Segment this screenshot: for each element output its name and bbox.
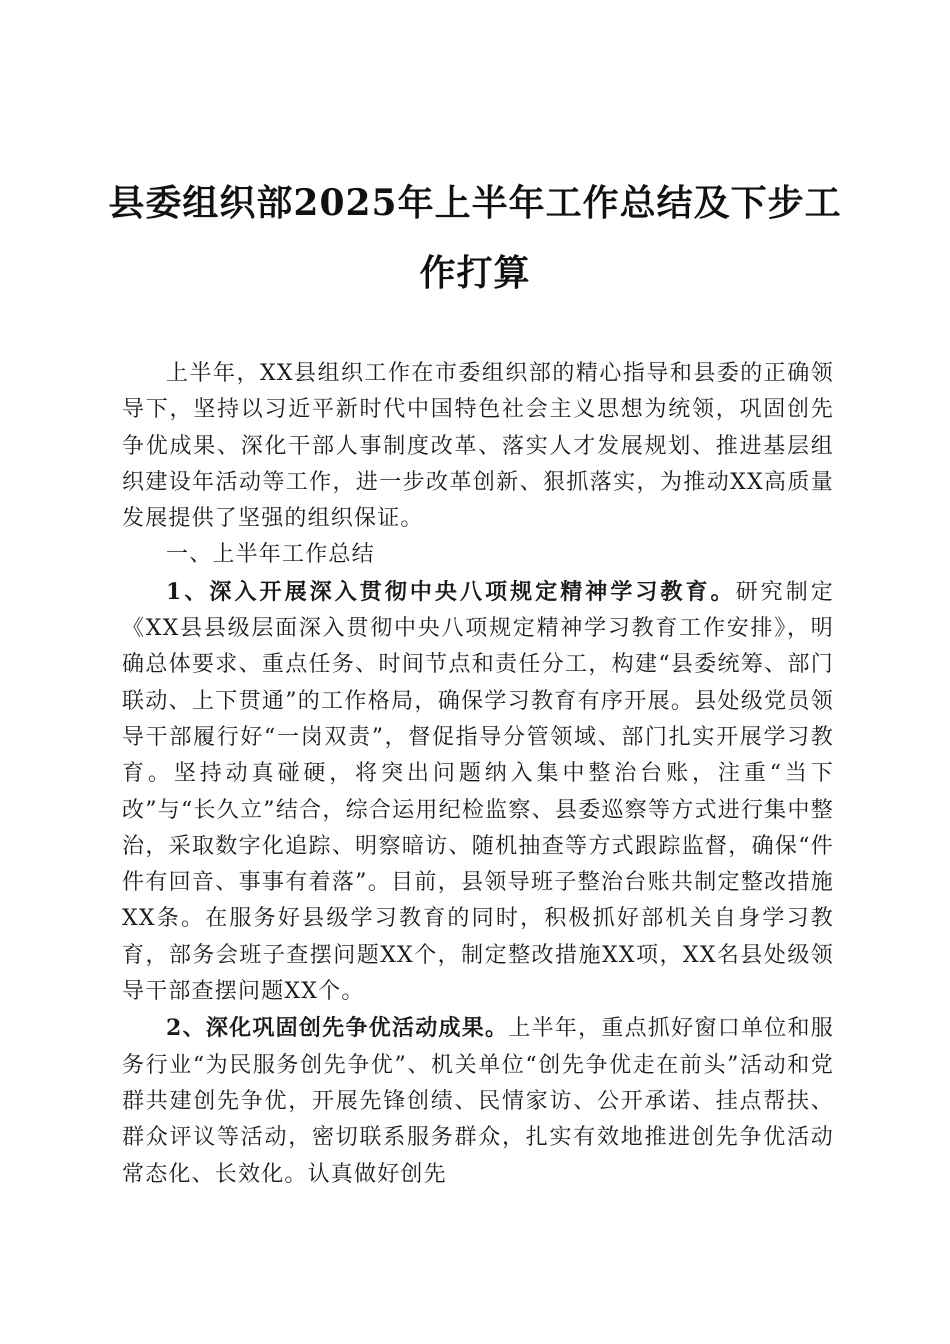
item-lead-1: 1、深入开展深入贯彻中央八项规定精神学习教育。 <box>166 578 736 605</box>
item-text-2: 上半年，重点抓好窗口单位和服务行业“为民服务创先争优”、机关单位“创先争优走在前头”活动和党群共建创先争优，开展先锋创绩、民情家访、公开承诺、挂点帮扶、群众评议等活动，密切联系服务群众，扎实有效地推进创先争优活动常态化、长效化。认真做好创先 <box>122 1016 834 1187</box>
document-body <box>122 356 834 1193</box>
section-heading: 一、上半年工作总结 <box>166 542 375 568</box>
item-paragraph-1 <box>122 574 834 1011</box>
item-lead-2: 2、深化巩固创先争优活动成果。 <box>166 1015 509 1042</box>
item-paragraph-2 <box>122 1010 834 1192</box>
document-title: 县委组织部2025年上半年工作总结及下步工作打算 <box>108 182 842 294</box>
item-text-1: 研究制定《XX县县级层面深入贯彻中央八项规定精神学习教育工作安排》，明确总体要求、重点任务、时间节点和责任分工，构建“县委统筹、部门联动、上下贯通”的工作格局，确保学习教育有序开展。县处级党员领导干部履行好“一岗双责”，督促指导分管领域、部门扎实开展学习教育。坚持动真碰硬，将突出问题纳入集中整治台账，注重“当下改”与“长久立”结合，综合运用纪检监察、县委巡察等方式进行集中整治，采取数字化追踪、明察暗访、随机抽查等方式跟踪监督，确保“件件有回音、事事有着落”。目前，县领导班子整治台账共制定整改措施XX条。在服务好县级学习教育的同时，积极抓好部机关自身学习教育，部务会班子查摆问题XX个，制定整改措施XX项，XX名县处级领导干部查摆问题XX个。 <box>122 579 834 1005</box>
intro-paragraph: 上半年，XX县组织工作在市委组织部的精心指导和县委的正确领导下，坚持以习近平新时代中国特色社会主义思想为统领，巩固创先争优成果、深化干部人事制度改革、落实人才发展规划、推进基层组织建设年活动等工作，进一步改革创新、狠抓落实，为推动XX高质量发展提供了坚强的组织保证。 <box>122 361 834 532</box>
